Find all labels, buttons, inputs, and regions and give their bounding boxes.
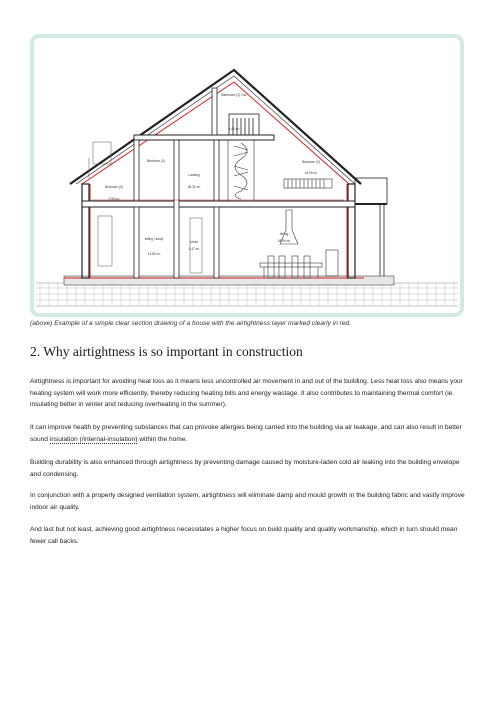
insulation-link[interactable]: insulation (/internal-insulation) — [49, 435, 138, 443]
paragraph-build-quality: And last but not least, achieving good airtightness necessitates a higher focus on build quality and quality workmanship, which in turn should mean fewer call backs. — [30, 526, 458, 545]
spiral-stair — [228, 140, 254, 201]
drawing-label-room-top-area: 4.41 m² — [228, 127, 240, 131]
paragraph-health-text-after: within the home. — [137, 435, 188, 443]
drawing-label-press: press — [190, 240, 198, 244]
house-section-drawing — [34, 38, 460, 313]
paragraph-durability: Building durability is also enhanced through airtightness by preventing damage caused by moisture-laden cold air leaking into the building envelope and condensing. — [30, 459, 460, 478]
drawing-label-bedroom-left-area: 2.95 m² — [108, 197, 120, 201]
paragraph-ventilation: In conjunction with a properly designed ventilation system, airtightness will eliminate damp and mould growth in the building fabric and vastly improve indoor air quality. — [30, 492, 465, 511]
drawing-label-bed2: Bedroom (2) — [147, 159, 165, 163]
drawing-label-landing-area: 46.32 m² — [187, 185, 201, 189]
paragraph-health — [30, 422, 470, 445]
section-drawing-frame — [30, 34, 464, 317]
ground-hatch — [36, 283, 458, 306]
drawing-label-dining: dining — [279, 232, 289, 236]
drawing-label-bedroom-right-area: 44.09 m² — [304, 171, 318, 175]
section-heading: 2. Why airtightness is so important in construction — [30, 344, 303, 359]
paragraph-health-text-before: It can improve health by preventing substances that can provoke allergies being carried into the building via air leakage, and can also result in better sound — [30, 424, 462, 443]
drawing-label-room-top: Bathroom (2) / wc — [221, 93, 247, 97]
drawing-label-bedroom-left: Bedroom (3) — [105, 185, 123, 189]
paragraph-heat-loss: Airtightness is important for avoiding heat loss as it means less uncontrolled air movement in and out of the building. Less heat loss also means your heating system will work more efficiently, thereby reducing heating bills and energy wastage. It also contributes to maintaining thermal comfort (ie. insulating better in winter and reducing overheating in the summer). — [30, 378, 463, 408]
drawing-label-landing: Landing — [188, 173, 200, 177]
drawing-label-sitting-area: 13.83 m² — [147, 252, 161, 256]
drawing-label-bedroom-right: Bedroom (3) — [302, 160, 320, 164]
drawing-label-press-area: 1.47 m² — [188, 247, 200, 251]
drawing-label-dining-area: 18.09 m² — [277, 239, 291, 243]
figure-caption: (above) Example of a simple clear section drawing of a house with the airtightness layer marked clearly in red. — [30, 320, 352, 327]
drawing-label-sitting: sitting / study — [144, 237, 164, 241]
